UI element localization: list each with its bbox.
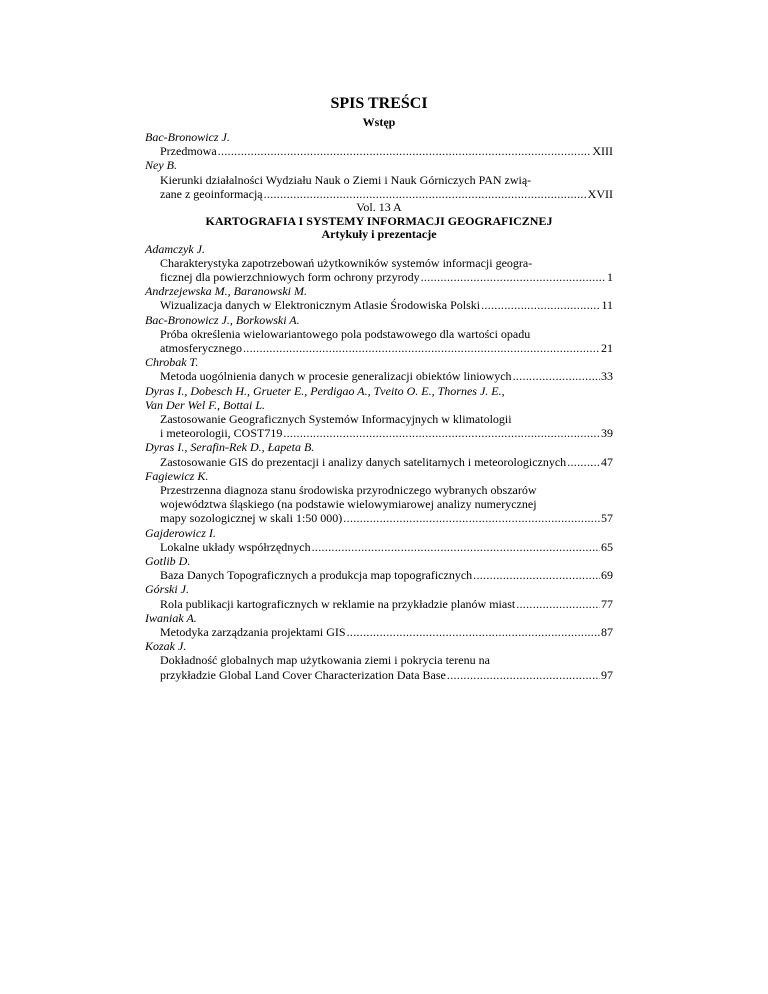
entry-authors: Gotlib D.	[145, 553, 191, 568]
volume-number: Vol. 13 A	[356, 200, 402, 215]
entry-authors: Bac-Bronowicz J., Borkowski A.	[145, 312, 300, 327]
page-number: 57	[601, 511, 613, 526]
toc-entry[interactable]	[145, 355, 613, 383]
toc-entry[interactable]	[145, 639, 613, 682]
entry-title-line: Dokładność globalnych map użytkowania ziemi i pokrycia terenu na	[160, 653, 490, 668]
entry-title-text: Baza Danych Topograficznych a produkcja map topograficznych	[160, 568, 473, 583]
entry-authors: Bac-Bronowicz J.	[145, 130, 230, 144]
toc-entry[interactable]	[145, 554, 613, 582]
page-number: 11	[601, 298, 613, 313]
entry-title-text: ficznej dla powierzchniowych form ochrony przyrody	[160, 269, 420, 284]
toc-entry[interactable]	[145, 284, 613, 312]
page-number: 21	[601, 340, 613, 355]
entry-title-line: Zastosowanie Geograficznych Systemów Informacyjnych w klimatologii	[160, 411, 512, 426]
page-title: SPIS TREŚCI	[330, 95, 428, 112]
entry-title-line: Charakterystyka zapotrzebowań użytkowników systemów informacji geogra-	[160, 255, 533, 270]
dot-leader	[312, 540, 600, 554]
entry-title-line: Kierunki działalności Wydziału Nauk o Ziemi i Nauk Górniczych PAN zwią-	[160, 172, 532, 187]
page-number: 77	[601, 596, 613, 611]
entry-title-line: Próba określenia wielowariantowego pola podstawowego dla wartości opadu	[160, 326, 531, 341]
entry-title-text: zane z geoinformacją	[160, 186, 263, 201]
entry-title-last-line	[160, 369, 613, 383]
entry-title-text: Lokalne układy współrzędnych	[160, 539, 311, 554]
entry-title-line: Przestrzenna diagnoza stanu środowiska przyrodniczego wybranych obszarów	[160, 482, 537, 497]
toc-entry[interactable]	[145, 526, 613, 554]
dot-leader	[447, 668, 600, 682]
dot-leader	[473, 568, 600, 582]
entry-title-text: atmosferycznego	[160, 340, 242, 355]
entry-authors: Dyras I., Dobesch H., Grueter E., Perdigao A., Tveito O. E., Thornes J. E.,	[145, 383, 505, 398]
dot-leader	[218, 144, 592, 158]
dot-leader	[347, 625, 600, 639]
entry-title-text: przykładzie Global Land Cover Characterization Data Base	[160, 667, 446, 682]
toc-entry[interactable]	[145, 440, 613, 468]
entry-title-last-line	[160, 625, 613, 639]
entry-authors: Van Der Wel F., Bottai L.	[145, 397, 266, 412]
entry-title-text: Przedmowa	[160, 144, 217, 159]
entry-title-text: Zastosowanie GIS do prezentacji i analizy danych satelitarnych i meteorologicznych	[160, 454, 567, 469]
dot-leader	[513, 369, 600, 383]
dot-leader	[283, 426, 600, 440]
dot-leader	[343, 511, 600, 525]
entry-title-text: Rola publikacji kartograficznych w reklamie na przykładzie planów miast	[160, 596, 516, 611]
dot-leader	[243, 341, 600, 355]
dot-leader	[421, 270, 606, 284]
entry-title-text: Metoda uogólnienia danych w procesie generalizacji obiektów liniowych	[160, 369, 512, 384]
page-number: XVII	[587, 186, 613, 201]
entry-title-last-line	[160, 341, 613, 355]
toc-entry[interactable]	[145, 158, 613, 201]
page-number: 47	[601, 454, 613, 469]
dot-leader	[567, 455, 600, 469]
entry-title-last-line	[160, 270, 613, 284]
entry-title-text: mapy sozologicznej w skali 1:50 000)	[160, 511, 343, 526]
page-number: 87	[601, 625, 613, 639]
entry-authors: Dyras I., Serafin-Rek D., Łapeta B.	[145, 440, 315, 455]
entry-title-last-line	[160, 187, 613, 201]
entry-title-last-line	[160, 144, 613, 158]
entry-title-last-line	[160, 426, 613, 440]
entry-authors: Adamczyk J.	[145, 241, 205, 256]
entry-title-last-line	[160, 298, 613, 312]
entry-authors: Ney B.	[145, 158, 177, 173]
toc-entry[interactable]	[145, 611, 613, 639]
entry-authors: Fagiewicz K.	[145, 468, 209, 483]
entry-authors: Górski J.	[145, 582, 189, 597]
entry-title-last-line	[160, 455, 613, 469]
toc-entry[interactable]	[145, 313, 613, 356]
volume-subtitle: Artykuły i prezentacje	[321, 227, 437, 242]
volume-title: KARTOGRAFIA I SYSTEMY INFORMACJI GEOGRAFICZNEJ	[205, 213, 553, 228]
page-number: 65	[601, 539, 613, 554]
toc-entry[interactable]	[145, 582, 613, 610]
toc-entry[interactable]	[145, 384, 613, 441]
entry-authors: Iwaniak A.	[145, 610, 197, 625]
entry-title-last-line	[160, 568, 613, 582]
toc-entry[interactable]	[145, 130, 613, 158]
entry-title-text: Wizualizacja danych w Elektronicznym Atlasie Środowiska Polski	[160, 298, 481, 313]
dot-leader	[516, 597, 600, 611]
dot-leader	[481, 298, 600, 312]
page-number: 39	[601, 426, 613, 441]
entry-title-text: Metodyka zarządzania projektami GIS	[160, 625, 346, 639]
table-of-contents	[145, 95, 613, 682]
dot-leader	[264, 187, 587, 201]
intro-list	[145, 130, 613, 201]
entry-title-last-line	[160, 511, 613, 525]
toc-entry[interactable]	[145, 242, 613, 285]
intro-heading: Wstęp	[362, 115, 396, 129]
entry-authors: Kozak J.	[145, 639, 187, 654]
page-number: 69	[601, 568, 613, 583]
entries-list	[145, 242, 613, 682]
entry-title-last-line	[160, 668, 613, 682]
entry-authors: Gajderowicz I.	[145, 525, 216, 540]
entry-title-text: i meteorologii, COST719	[160, 426, 283, 441]
entry-authors: Chrobak T.	[145, 355, 199, 370]
entry-title-last-line	[160, 540, 613, 554]
page-number: 97	[601, 667, 613, 682]
page-number: 1	[607, 269, 613, 284]
entry-authors: Andrzejewska M., Baranowski M.	[145, 284, 307, 299]
page-number: 33	[601, 369, 613, 384]
page-number: XIII	[592, 144, 613, 159]
entry-title-line: województwa śląskiego (na podstawie wielowymiarowej analizy numerycznej	[160, 497, 537, 512]
entry-title-last-line	[160, 597, 613, 611]
toc-entry[interactable]	[145, 469, 613, 526]
